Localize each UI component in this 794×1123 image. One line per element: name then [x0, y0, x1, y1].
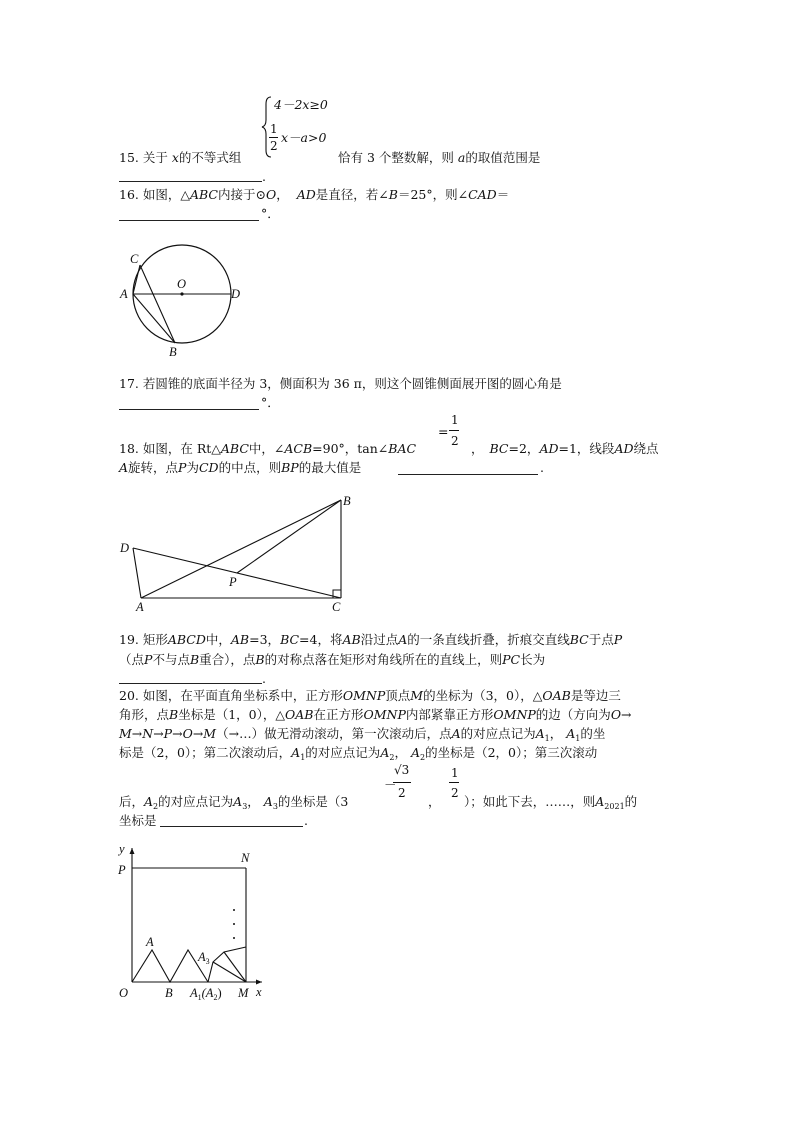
label-o: O: [177, 277, 187, 291]
q19-l2-c: 重合），点: [199, 652, 256, 667]
q18-ad: AD: [539, 441, 559, 456]
q20-l2-d: 内部紧靠正方形: [405, 707, 494, 722]
q18-frac-den: 2: [451, 434, 459, 448]
q20-omnp3: OMNP: [493, 707, 536, 722]
q20-l4-a1-sub: 1: [300, 753, 306, 762]
label-x: x: [256, 985, 262, 999]
q20-l3-d: 的坐: [580, 726, 606, 741]
q20-b: B: [169, 707, 179, 722]
label-b: B: [165, 986, 173, 1000]
q16-mid1: 内接于⊙: [217, 187, 266, 202]
q18-line-2: [119, 462, 361, 475]
system-frac-num: 1: [270, 122, 278, 136]
q20-l3-pa: A: [451, 726, 461, 741]
q20-l2-a: 角形，点: [119, 707, 170, 722]
q16-comma: ，: [276, 187, 289, 202]
q16-circle-figure: [115, 232, 245, 362]
q16-tri: ABC: [189, 187, 218, 202]
label-a3: $A_3$: [198, 950, 210, 966]
segment-ca: [133, 265, 140, 294]
label-b: B: [169, 345, 177, 359]
q20-l4-a: 标是（2，0）；第二次滚动后，: [119, 745, 292, 760]
q16-mid3: ＝25°，则∠: [397, 187, 469, 202]
q20-l5-a: 后，: [119, 794, 145, 809]
q20-frac2-bar: [449, 782, 459, 783]
q20-l4-c: ，: [394, 745, 407, 760]
q20-l3-a: （→…）做无滑动滚动，第一次滚动后，点: [216, 726, 452, 741]
q19-l2-a: （点: [119, 652, 145, 667]
q20-line-4: [119, 747, 597, 762]
q17-answer-blank[interactable]: [119, 409, 259, 410]
q15-var-a: a: [457, 150, 466, 165]
q20-l4-a2: A: [380, 745, 390, 760]
q20-line-1: [119, 690, 621, 703]
q20-frac1-sign: －: [384, 777, 397, 792]
q18-part5: =2，: [508, 441, 540, 456]
q20-l1-a: 20. 如图，在平面直角坐标系中，正方形: [119, 688, 343, 703]
q20-l1-d: 是等边三: [570, 688, 621, 703]
q18-line-1: [119, 443, 416, 456]
segment-rot: [224, 952, 246, 982]
q15-answer-blank[interactable]: [119, 181, 262, 182]
q19-pa: A: [398, 632, 408, 647]
label-p: P: [118, 863, 126, 877]
q18-l2-cd: CD: [198, 460, 219, 475]
q18-part1: 18. 如图，在 Rt△: [119, 441, 221, 456]
label-p: P: [229, 575, 237, 589]
q20-l1-b: 顶点: [385, 688, 411, 703]
q18-acb: ACB: [284, 441, 313, 456]
q19-answer-blank[interactable]: [119, 683, 262, 684]
triangle-a3: [208, 947, 246, 982]
q20-l5-e: ）；如此下去，……，则: [464, 794, 596, 809]
q20-l3-a1-sub: 1: [544, 734, 550, 743]
q16-mid2: 是直径，若∠: [315, 187, 389, 202]
q16-prefix: 16. 如图，△: [119, 187, 190, 202]
q19-l2-e: 长为: [520, 652, 546, 667]
q15-text-2: [338, 152, 540, 165]
center-dot: [180, 292, 183, 295]
q20-end: .: [304, 813, 308, 828]
q18-answer-blank[interactable]: [398, 474, 538, 475]
q20-line-5b: [464, 796, 637, 811]
q20-l5-a2: A: [144, 794, 154, 809]
q20-l2-b: 坐标是（1，0），△: [178, 707, 285, 722]
q20-m: M: [410, 688, 424, 703]
q19-ab: AB: [230, 632, 250, 647]
q20-l4-a2-sub: 2: [389, 753, 395, 762]
q20-l5-f: 的: [624, 794, 638, 809]
q19-pp: P: [613, 632, 623, 647]
q20-l4-a1: A: [291, 745, 301, 760]
q20-l2-o: O→: [610, 707, 632, 722]
q20-l2-e: 的边（方向为: [535, 707, 611, 722]
q20-l4-a2b: A: [410, 745, 420, 760]
q17-end: °．: [261, 395, 280, 410]
q20-line-6: 坐标是: [119, 813, 157, 828]
label-a: A: [146, 935, 154, 949]
label-n: N: [241, 851, 250, 865]
q19-p2: P: [144, 652, 153, 667]
q18-bac: BAC: [388, 441, 417, 456]
q18-part4: ，: [471, 441, 484, 456]
q20-l3-path: M→N→P→O→M: [119, 726, 217, 741]
q16-answer-blank[interactable]: [119, 220, 259, 221]
system-frac-den: 2: [270, 139, 278, 153]
q20-l3-b: 的对应点记为: [460, 726, 536, 741]
q19-line-1: [119, 634, 622, 647]
q20-l5-a2021: A: [595, 794, 605, 809]
q19-bc2: BC: [569, 632, 589, 647]
q18-l2-3: 的中点，则: [218, 460, 282, 475]
q16-ad: AD: [296, 187, 316, 202]
q18-frac-bar: [449, 430, 459, 431]
q18-part3: =90°，tan∠: [312, 441, 389, 456]
q19-l1-e: 沿过点: [360, 632, 399, 647]
q19-l1-f: 的一条直线折叠，折痕交直线: [407, 632, 570, 647]
segment-a3-m: [213, 962, 246, 982]
q20-frac1-num: √3: [394, 763, 410, 777]
q20-line-3: [119, 728, 605, 743]
q20-l5-a2-sub: 2: [153, 802, 159, 811]
q20-l4-a2b-sub: 2: [419, 753, 426, 762]
q20-l5-a2021-sub: 2021: [604, 802, 625, 811]
q20-oab: OAB: [542, 688, 571, 703]
q20-l2-c: 在正方形: [313, 707, 364, 722]
q20-l5-d: 的坐标是（3: [277, 794, 349, 809]
q18-l2-p: P: [178, 460, 187, 475]
q18-l2-bp: BP: [281, 460, 299, 475]
q18-l2-a: A: [119, 460, 129, 475]
q20-l3-a1b: A: [566, 726, 576, 741]
q20-frac2-den: 2: [451, 786, 459, 800]
q20-coordinate-figure: [112, 840, 272, 1005]
q20-omnp: OMNP: [342, 688, 386, 703]
q16-end: °．: [261, 206, 280, 221]
label-b: B: [343, 494, 351, 508]
q20-l5-comma: ，: [428, 794, 441, 809]
q20-frac1-bar: [393, 782, 411, 783]
q18-part7: 绕点: [633, 441, 659, 456]
q18-end: .: [540, 460, 544, 475]
q20-l3-a1b-sub: 1: [575, 734, 581, 743]
q18-line-1b: [471, 443, 659, 456]
x-axis-arrow: [256, 980, 262, 985]
q16-text: [119, 189, 509, 202]
segment-ab: [141, 500, 341, 598]
q15-text: [119, 152, 241, 165]
q16-angle-b: B: [388, 187, 398, 202]
dot-1: [233, 909, 235, 911]
q18-triangle-figure: [115, 492, 365, 617]
q20-l1-c: 的坐标为（3，0），△: [423, 688, 543, 703]
q15-before: 15. 关于: [119, 150, 168, 165]
label-d: D: [120, 541, 130, 555]
dot-3: [233, 937, 235, 939]
y-axis-arrow: [130, 848, 135, 854]
rolled-triangles: [132, 950, 208, 982]
q16-circle: O: [265, 187, 277, 202]
q20-l5-a3b-sub: 3: [272, 802, 278, 811]
q20-l3-a1: A: [535, 726, 545, 741]
q19-pc: PC: [502, 652, 521, 667]
q18-l2-4: 的最大值是: [298, 460, 362, 475]
q17-text: 17. 若圆锥的底面半径为 3，侧面积为 36 π，则这个圆锥侧面展开图的圆心角是: [119, 376, 562, 391]
q20-line-2: [119, 709, 632, 722]
q20-l5-c: ，: [247, 794, 260, 809]
q19-abcd: ABCD: [167, 632, 206, 647]
label-o: O: [119, 986, 129, 1000]
label-a: A: [120, 287, 128, 301]
q20-line-5: [119, 796, 348, 811]
q20-l5-b: 的对应点记为: [158, 794, 234, 809]
label-c: C: [130, 252, 139, 266]
q16-cad: CAD: [468, 187, 497, 202]
q20-l5-a3: A: [233, 794, 243, 809]
q18-part2: 中，∠: [248, 441, 285, 456]
q18-l2-2: 为: [186, 460, 199, 475]
label-y: y: [119, 842, 125, 856]
q19-end: .: [262, 671, 266, 686]
q19-l2-d: 的对称点落在矩形对角线所在的直线上，则: [264, 652, 503, 667]
q19-ab2: AB: [342, 632, 361, 647]
system-frac-bar: [269, 137, 278, 138]
label-d: D: [231, 287, 241, 301]
q18-bc: BC: [489, 441, 509, 456]
label-a1-a2: $A_1(A_2)$: [190, 986, 222, 1002]
q19-line-2: [119, 654, 545, 667]
q20-frac1-den: 2: [398, 786, 406, 800]
q15-var-x: x: [171, 150, 179, 165]
label-m: M: [238, 986, 249, 1000]
q18-l2-1: 旋转，点: [128, 460, 179, 475]
q19-l1-c: =3，: [249, 632, 281, 647]
q20-answer-blank[interactable]: [160, 826, 303, 827]
q19-b2: B: [189, 652, 200, 667]
segment-cb: [140, 265, 175, 343]
q20-l3-c: ，: [549, 726, 563, 741]
q18-abc: ABC: [220, 441, 249, 456]
dot-2: [233, 923, 235, 925]
q19-b3: B: [255, 652, 265, 667]
q19-l1-d: =4，将: [299, 632, 343, 647]
q20-frac2-num: 1: [451, 766, 459, 780]
system-line-1: 4－2x≥0: [274, 97, 328, 112]
q20-l5-a3b: A: [263, 794, 273, 809]
system-line-2: x－a>0: [281, 130, 327, 145]
q15-mid: 的不等式组: [178, 150, 242, 165]
q19-l1-g: 于点: [588, 632, 614, 647]
label-a: A: [136, 600, 144, 614]
label-c: C: [332, 600, 341, 614]
q18-part6: =1，线段: [558, 441, 615, 456]
q20-omnp2: OMNP: [363, 707, 406, 722]
q15-end: .: [262, 169, 266, 184]
q19-l1-b: 中，: [205, 632, 231, 647]
q18-ad2: AD: [614, 441, 634, 456]
segment-ad: [133, 548, 141, 598]
q15-tail: 的取值范围是: [465, 150, 541, 165]
segment-pb: [237, 500, 341, 573]
q20-l5-a3-sub: 3: [242, 802, 248, 811]
q19-l1-a: 19. 矩形: [119, 632, 168, 647]
q20-l4-b: 的对应点记为: [305, 745, 381, 760]
q19-bc: BC: [280, 632, 300, 647]
q18-frac-num: 1: [451, 413, 459, 427]
q18-frac-eq: =: [438, 424, 449, 439]
q19-l2-b: 不与点: [152, 652, 190, 667]
q20-oab2: OAB: [284, 707, 314, 722]
q16-eq: ＝: [496, 187, 510, 202]
q20-l4-d: 的坐标是（2，0）；第三次滚动: [425, 745, 598, 760]
q15-after: 恰有 3 个整数解，则: [338, 150, 454, 165]
